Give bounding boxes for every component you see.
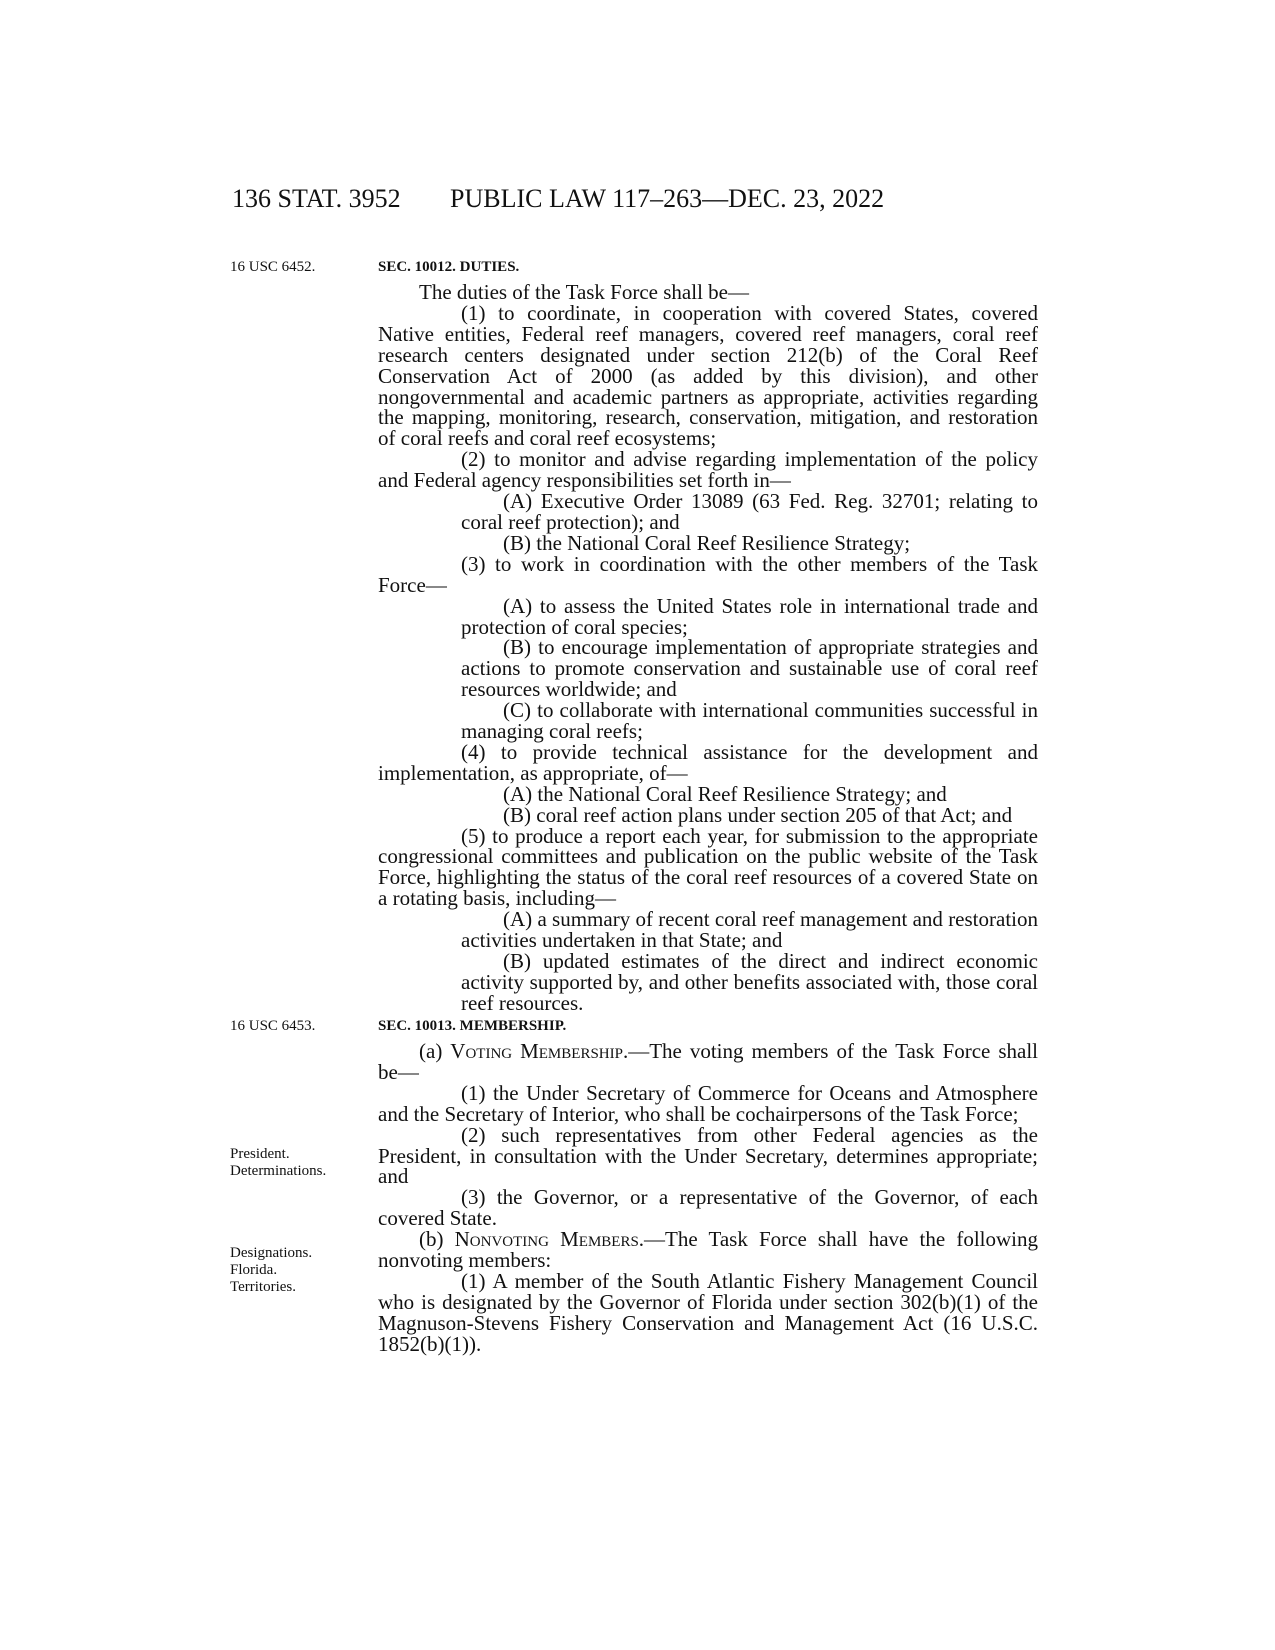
page-header (232, 184, 1232, 224)
duty-paragraph: (B) the National Coral Reef Resilience Strategy; (503, 530, 911, 555)
margin-note-text: Designations. (230, 1245, 313, 1261)
margin-note-text: Florida. (230, 1262, 278, 1278)
voting-item-3: (3) the Governor, or a representative of the Governor, of each covered State. (378, 1185, 1038, 1231)
duty-paragraph: (3) to work in coordination with the other members of the Task Force— (378, 551, 1038, 597)
voting-item-2: (2) such representatives from other Federal agencies as the President, in consultation with the Under Secretary, determines appropriate; and (378, 1122, 1038, 1189)
subsection-nonvoting-members (378, 1229, 1038, 1271)
duty-paragraph: (5) to produce a report each year, for submission to the appropriate congressional committees and publication on the public website of the Task Force, highlighting the status of the coral reef resources of a covered State on a rotating basis, including— (378, 823, 1038, 911)
duty-paragraph: (1) to coordinate, in cooperation with covered States, covered Native entities, Federal reef managers, covered reef managers, coral reef research centers designated under section 212(b) of the Coral Reef Conservation Act of 2000 (as added by this division), and other nongovernmental and academic partners as appropriate, activities regarding the mapping, monitoring, research, conservation, mitigation, and restoration of coral reefs and coral reef ecosystems; (378, 300, 1038, 451)
duty-paragraph: (B) to encourage implementation of appropriate strategies and actions to promote conservation and sustainable use of coral reef resources worldwide; and (461, 635, 1038, 702)
section-body-10012 (378, 282, 1038, 1014)
voting-item-1: (1) the Under Secretary of Commerce for Oceans and Atmosphere and the Secretary of Interior, who shall be cochairpersons of the Task Force; (378, 1080, 1038, 1126)
duty-paragraph: (A) a summary of recent coral reef management and restoration activities undertaken in that State; and (461, 907, 1038, 953)
margin-note-text: Determinations. (230, 1163, 327, 1179)
stat-page-number: 136 STAT. 3952 (232, 184, 401, 213)
section-heading-10012: SEC. 10012. DUTIES. (378, 259, 520, 275)
duty-paragraph: (B) coral reef action plans under section 205 of that Act; and (503, 802, 1013, 827)
nonvoting-item-1: (1) A member of the South Atlantic Fishery Management Council who is designated by the Governor of Florida under section 302(b)(1) of the Magnuson-Stevens Fishery Conservation and Management Act (16 U.S.C. 1852(b)(1)). (378, 1268, 1038, 1356)
public-law-title: PUBLIC LAW 117–263—DEC. 23, 2022 (450, 184, 885, 213)
section-heading-10013: SEC. 10013. MEMBERSHIP. (378, 1018, 567, 1034)
duty-paragraph: (2) to monitor and advise regarding implementation of the policy and Federal agency responsibilities set forth in— (378, 447, 1038, 493)
section-body-10013 (378, 1041, 1038, 1355)
duty-paragraph: The duties of the Task Force shall be— (419, 280, 749, 304)
margin-note-text: Territories. (230, 1279, 297, 1295)
duty-paragraph: (A) the National Coral Reef Resilience Strategy; and (503, 781, 947, 806)
margin-note-text: 16 USC 6452. (230, 259, 316, 275)
duty-paragraph: (A) Executive Order 13089 (63 Fed. Reg. 32701; relating to coral reef protection); and (461, 489, 1038, 534)
margin-note-text: 16 USC 6453. (230, 1018, 316, 1034)
duty-paragraph: (A) to assess the United States role in international trade and protection of coral species; (461, 593, 1038, 639)
subsection-prefix: (b) (419, 1227, 455, 1252)
subsection-prefix: (a) (419, 1039, 451, 1063)
subsection-text: —The Task Force shall have the following nonvoting members: (378, 1227, 1038, 1273)
duty-paragraph: (4) to provide technical assistance for the development and implementation, as appropriate, of— (378, 739, 1038, 785)
subsection-text: —The voting members of the Task Force shall be— (378, 1039, 1038, 1084)
subsection-heading: Nonvoting Members. (454, 1227, 645, 1252)
margin-note-president (230, 1146, 370, 1180)
subsection-heading: Voting Membership. (450, 1039, 629, 1063)
margin-note-usc-6453 (230, 1018, 370, 1035)
subsection-voting-membership (378, 1041, 1038, 1083)
margin-note-usc-6452 (230, 259, 370, 276)
duty-paragraph: (C) to collaborate with international communities successful in managing coral reefs; (461, 698, 1038, 744)
margin-note-designations (230, 1245, 370, 1296)
margin-note-text: President. (230, 1146, 290, 1162)
duty-paragraph: (B) updated estimates of the direct and indirect economic activity supported by, and other benefits associated with, those coral reef resources. (461, 949, 1038, 1015)
